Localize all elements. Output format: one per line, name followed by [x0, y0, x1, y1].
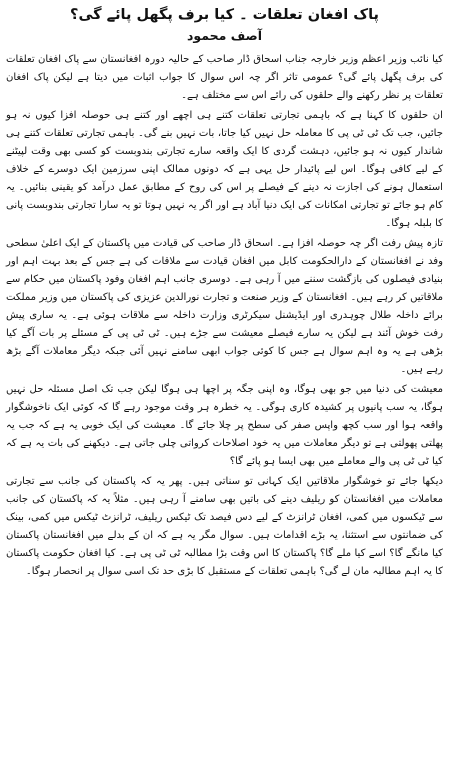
- paragraph-2: ان حلقوں کا کہنا ہے کہ باہمی تجارتی تعلقات کتنے ہی اچھے اور کتنے ہی حوصلہ افزا کیوں نہ ہو جائیں، جب تک ٹی ٹی پی کا معاملہ حل نہیں کیا جاتا، بات نہیں بنے گی۔ باہمی تجارتی تعلقات کتنے ہی شاندار کیوں نہ ہو جائیں، دہشت گردی کا ایک واقعہ سارے تجارتی بندوبست کو کسی بھی وقت لپیٹنے کے لیے کافی ہوگا۔ اس لیے پائیدار حل یہی ہے کہ دونوں ممالک اپنی سرزمین ایک دوسرے کے خلاف استعمال ہونے کی اجازت نہ دینے کے فیصلے پر اس کی روح کے مطابق عمل درآمد کو یقینی بنائیں۔ یہ کام ہو جائے تو تجارتی امکانات کی ایک دنیا آباد ہے اور اگر یہ نہیں ہوتا تو یہ سارا تجارتی بندوبست پانی کا بلبلہ ہوگا۔: [6, 110, 443, 229]
- article-body: [6, 51, 443, 581]
- paragraph-3: تازہ پیش رفت اگر چہ حوصلہ افزا ہے۔ اسحاق ڈار صاحب کی قیادت میں پاکستان کے ایک اعلیٰ سطحی وفد نے افغانستان کے دارالحکومت کابل میں افغان قیادت سے ملاقات کی ہے جس کے بعد بہت اہم اور بنیادی فیصلوں کی بازگشت سننے میں آ رہی ہے۔ دوسری جانب اہم افغان وفود پاکستان میں حکام سے ملاقاتیں کر رہے ہیں۔ افغانستان کے وزیر صنعت و تجارت نورالدین عزیزی کی پاکستان میں وزیر مملکت برائے داخلہ طلال چوہدری اور ایڈیشنل سیکرٹری وزارت داخلہ سے ملاقات ہوئی ہے۔ یہ ساری پیش رفت خوش آئند ہے لیکن یہ سارے فیصلے معیشت سے جڑے ہیں۔ ٹی ٹی پی کے مسئلے پر بات آگے کیا بڑھی ہے یہ وہ اہم سوال ہے جس کا کوئی جواب ابھی سامنے نہیں آئی جبکہ دیگر معاملات آگے بڑھ رہے ہیں۔: [6, 238, 443, 375]
- article-author: آصف محمود: [187, 28, 262, 43]
- article-title: پاک افغان تعلقات ۔ کیا برف پگھل پائے گی؟: [70, 7, 379, 23]
- paragraph-1: کیا نائب وزیر اعظم وزیر خارجہ جناب اسحاق ڈار صاحب کے حالیہ دورہ افغانستان سے پاک افغان تعلقات کی برف پگھل پائے گی؟ عمومی تاثر اگر چہ اس سوال کا جواب اثبات میں دیتا ہے لیکن پاک افغان تعلقات پر نظر رکھنے والے حلقوں کی رائے اس سے مختلف ہے۔: [6, 54, 443, 101]
- paragraph-4: معیشت کی دنیا میں جو بھی ہوگا، وہ اپنی جگہ پر اچھا ہی ہوگا لیکن جب تک اصل مسئلہ حل نہیں ہوگا، یہ سب پانیوں پر کشیدہ کاری ہوگی۔ یہ خطرہ ہر وقت موجود رہے گا کہ کوئی ایک ناخوشگوار واقعہ ہوا اور سب کچھ واپس صفر کی سطح پر چلا جائے گا۔ معیشت کی ایک خوبی یہ ہے کہ جب یہ پھلتی پھولتی ہے تو دیگر معاملات میں یہ خود اصلاحات کرواتی چلی جاتی ہے۔ دیکھنے کی بات یہ ہے کہ کیا ٹی ٹی پی والے معاملے میں بھی ایسا ہو پائے گا؟: [6, 384, 443, 467]
- paragraph-5: دیکھا جائے تو خوشگوار ملاقاتیں ایک کہانی تو سناتی ہیں۔ پھر یہ کہ پاکستان کی جانب سے تجارتی معاملات میں افغانستان کو ریلیف دینے کی باتیں بھی سامنے آ رہی ہیں۔ مثلاً یہ کہ پاکستان کی جانب سے ٹیکسوں میں کمی، افغان ٹرانزٹ کے لیے دس فیصد تک ٹیکس ریلیف، ٹرانزٹ ٹیکس میں کمی، بینک کی ضمانتوں سے استثنا، یہ بڑے اقدامات ہیں۔ سوال مگر یہ ہے کہ ان کے بدلے میں افغانستان پاکستان کیا مانگے گا؟ اسے کیا ملے گا؟ پاکستان کا اس وقت بڑا مطالبہ ٹی ٹی پی ہے۔ کیا افغان حکومت پاکستان کا یہ اہم مطالبہ مان لے گی؟ باہمی تعلقات کے مستقبل کا بڑی حد تک اسی سوال پر انحصار ہوگا۔: [6, 476, 443, 577]
